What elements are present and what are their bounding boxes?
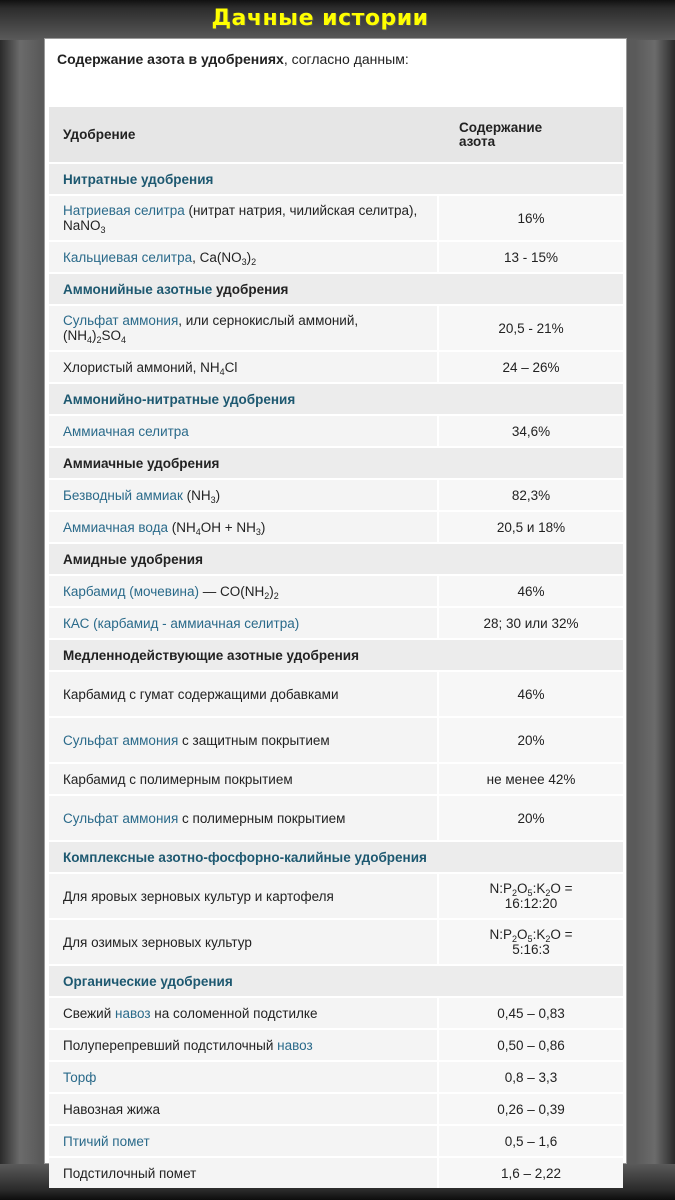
section-row	[49, 384, 623, 414]
section-row	[49, 274, 623, 304]
subscript: 2	[512, 888, 518, 898]
table-row	[49, 480, 623, 510]
table-row	[49, 1126, 623, 1156]
section-row	[49, 966, 623, 996]
fertilizer-link[interactable]: Аммиачная вода	[63, 519, 168, 535]
fertilizer-name	[49, 352, 437, 382]
npk-ratio	[437, 874, 623, 918]
fertilizer-name	[49, 576, 437, 606]
fertilizer-text: )	[260, 519, 266, 535]
table-row	[49, 512, 623, 542]
fertilizer-text: на соломенной подстилке	[150, 1005, 318, 1021]
section-title-blue: Аммонийные азотные	[63, 281, 213, 297]
ratio-part: O =	[550, 927, 573, 942]
fertilizer-name	[49, 1126, 437, 1156]
nitrogen-value: 20%	[437, 796, 623, 840]
fertilizer-text: )	[92, 328, 97, 343]
ratio-part: O	[517, 881, 528, 896]
table-row	[49, 196, 623, 240]
fertilizer-link[interactable]: Торф	[63, 1069, 97, 1085]
header-nitrogen-content	[437, 107, 623, 162]
table-row	[49, 672, 623, 716]
nitrogen-content-table	[49, 105, 623, 1190]
table-row	[49, 306, 623, 350]
fertilizer-name	[49, 416, 437, 446]
section-row	[49, 544, 623, 574]
fertilizer-text: Cl	[224, 359, 238, 375]
nitrogen-value: 46%	[437, 672, 623, 716]
table-row	[49, 576, 623, 606]
subscript: 2	[96, 335, 102, 345]
fertilizer-text: , или сернокислый аммоний, (NH	[63, 313, 359, 343]
subscript: 3	[100, 225, 106, 235]
fertilizer-link[interactable]: Кальциевая селитра	[63, 249, 193, 265]
subscript: 4	[195, 526, 201, 537]
subscript: 4	[219, 366, 225, 377]
table-row	[49, 416, 623, 446]
table-caption	[57, 51, 409, 67]
fertilizer-link[interactable]: навоз	[277, 1037, 313, 1053]
caption-rest: , согласно данным:	[283, 51, 409, 67]
section-title: Амидные удобрения	[49, 544, 623, 574]
subscript: 2	[512, 934, 518, 944]
fertilizer-text: Полуперепревший подстилочный	[63, 1037, 278, 1053]
subscript: 4	[121, 335, 127, 345]
header-line2: азота	[459, 133, 496, 149]
fertilizer-name: Карбамид с полимерным покрытием	[49, 764, 437, 794]
fertilizer-text: с защитным покрытием	[178, 732, 330, 748]
nitrogen-value: 46%	[437, 576, 623, 606]
nitrogen-value: 16%	[437, 196, 623, 240]
ratio-part: :K	[532, 881, 546, 896]
nitrogen-value: 82,3%	[437, 480, 623, 510]
subscript: 2	[545, 888, 551, 898]
fertilizer-name	[49, 306, 437, 350]
table-row	[49, 874, 623, 918]
fertilizer-text: )	[215, 487, 221, 503]
subscript: 2	[545, 934, 551, 944]
fertilizer-name: Для озимых зерновых культур	[49, 920, 437, 964]
fertilizer-name	[49, 718, 437, 762]
fertilizer-text: Свежий	[63, 1005, 115, 1021]
ratio-part: N:P	[489, 927, 513, 942]
table-row	[49, 998, 623, 1028]
fertilizer-link[interactable]: Сульфат аммония	[63, 732, 179, 748]
nitrogen-value: не менее 42%	[437, 764, 623, 794]
banner-title: Дачные истории	[211, 6, 429, 31]
section-row	[49, 448, 623, 478]
caption-bold: Содержание азота в удобрениях	[57, 51, 284, 67]
section-title: Комплексные азотно-фосфорно-калийные удобрения	[49, 842, 623, 872]
fertilizer-text: SO	[101, 328, 122, 343]
ratio-part: O =	[550, 881, 573, 896]
fertilizer-name	[49, 480, 437, 510]
fertilizer-text: OH + NH	[200, 519, 256, 535]
nitrogen-value: 34,6%	[437, 416, 623, 446]
fertilizer-name	[49, 1062, 437, 1092]
nitrogen-value: 0,5 – 1,6	[437, 1126, 623, 1156]
nitrogen-value: 24 – 26%	[437, 352, 623, 382]
subscript: 3	[210, 494, 216, 505]
nitrogen-value: 0,8 – 3,3	[437, 1062, 623, 1092]
subscript: 2	[273, 590, 279, 601]
table-row	[49, 1158, 623, 1188]
section-title: Аммонийно-нитратные удобрения	[49, 384, 623, 414]
fertilizer-name	[49, 512, 437, 542]
fertilizer-name	[49, 796, 437, 840]
ratio-values: 16:12:20	[504, 896, 558, 911]
fertilizer-link[interactable]: Сульфат аммония	[63, 313, 179, 328]
fertilizer-text: , Ca(NO	[192, 249, 242, 265]
ratio-part: O	[517, 927, 528, 942]
table-header-row	[49, 107, 623, 162]
section-title: Аммиачные удобрения	[49, 448, 623, 478]
header-line1: Содержание	[459, 119, 543, 135]
table-row	[49, 764, 623, 794]
header-fertilizer: Удобрение	[49, 107, 437, 162]
nitrogen-value: 0,45 – 0,83	[437, 998, 623, 1028]
section-title	[49, 274, 623, 304]
nitrogen-value: 0,26 – 0,39	[437, 1094, 623, 1124]
fertilizer-name: Для яровых зерновых культур и картофеля	[49, 874, 437, 918]
table-row	[49, 352, 623, 382]
table-row	[49, 718, 623, 762]
fertilizer-link[interactable]: КАС (карбамид - аммиачная селитра)	[63, 615, 300, 631]
subscript: 5	[527, 934, 533, 944]
fertilizer-sheet	[44, 38, 627, 1181]
nitrogen-value: 0,50 – 0,86	[437, 1030, 623, 1060]
fertilizer-name	[49, 998, 437, 1028]
table-row	[49, 1062, 623, 1092]
section-title: Нитратные удобрения	[49, 164, 623, 194]
subscript: 5	[527, 888, 533, 898]
fertilizer-link[interactable]: Карбамид (мочевина)	[63, 583, 199, 599]
fertilizer-text: (NH	[182, 487, 211, 503]
fertilizer-link[interactable]: Сульфат аммония	[63, 810, 179, 826]
section-row	[49, 842, 623, 872]
subscript: 3	[255, 526, 261, 537]
fertilizer-text: (NH	[168, 519, 196, 535]
nitrogen-value: 20,5 - 21%	[437, 306, 623, 350]
table-row	[49, 1094, 623, 1124]
fertilizer-text: )	[269, 583, 274, 599]
nitrogen-value: 20,5 и 18%	[437, 512, 623, 542]
fertilizer-name	[49, 1030, 437, 1060]
section-row	[49, 164, 623, 194]
ratio-part: N:P	[489, 881, 513, 896]
fertilizer-name: Подстилочный помет	[49, 1158, 437, 1188]
fertilizer-name: Карбамид с гумат содержащими добавками	[49, 672, 437, 716]
fertilizer-text: (нитрат натрия, чилийская селитра), NaNO	[63, 203, 418, 233]
subscript: 3	[241, 256, 247, 267]
table-row	[49, 1030, 623, 1060]
fertilizer-text: )	[246, 249, 252, 265]
ratio-part: :K	[532, 927, 546, 942]
table-row	[49, 242, 623, 272]
nitrogen-value: 28; 30 или 32%	[437, 608, 623, 638]
table-row	[49, 608, 623, 638]
ratio-values: 5:16:3	[512, 942, 550, 957]
nitrogen-value: 13 - 15%	[437, 242, 623, 272]
subscript: 2	[251, 256, 257, 267]
fertilizer-name	[49, 242, 437, 272]
section-title: Органические удобрения	[49, 966, 623, 996]
fertilizer-name: Навозная жижа	[49, 1094, 437, 1124]
table-row	[49, 920, 623, 964]
fertilizer-link[interactable]: Безводный аммиак	[63, 487, 183, 503]
fertilizer-text: — CO(NH	[198, 583, 265, 599]
table-row	[49, 796, 623, 840]
fertilizer-name	[49, 196, 437, 240]
section-title: Медленнодействующие азотные удобрения	[49, 640, 623, 670]
fertilizer-link[interactable]: Натриевая селитра	[63, 203, 185, 218]
fertilizer-name	[49, 608, 437, 638]
nitrogen-value: 1,6 – 2,22	[437, 1158, 623, 1188]
fertilizer-text: с полимерным покрытием	[178, 810, 346, 826]
fertilizer-link[interactable]: Аммиачная селитра	[63, 423, 189, 439]
subscript: 2	[264, 590, 270, 601]
fertilizer-text: Хлористый аммоний, NH	[63, 359, 220, 375]
nitrogen-value: 20%	[437, 718, 623, 762]
npk-ratio	[437, 920, 623, 964]
section-row	[49, 640, 623, 670]
subscript: 4	[87, 335, 93, 345]
fertilizer-link[interactable]: Птичий помет	[63, 1133, 150, 1149]
fertilizer-link[interactable]: навоз	[115, 1005, 151, 1021]
section-title-black: удобрения	[212, 281, 289, 297]
